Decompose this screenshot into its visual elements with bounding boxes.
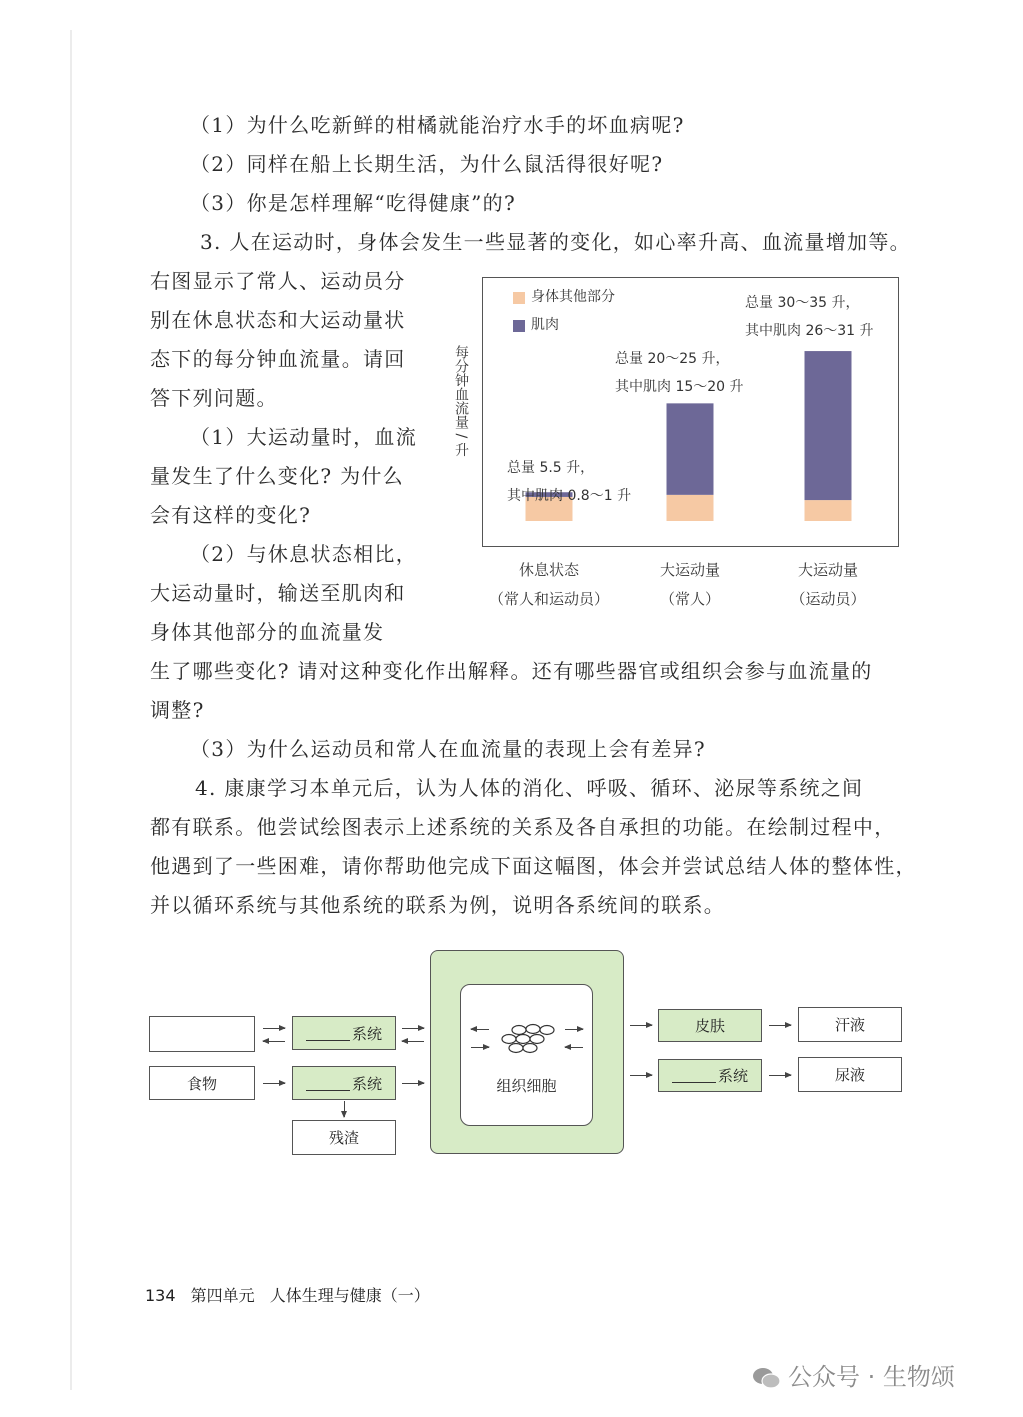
- legend-label-muscle: 肌肉: [531, 317, 559, 333]
- legend-swatch-other: [513, 292, 525, 304]
- system-label: 系统: [351, 1074, 382, 1093]
- respiratory-system-box: [292, 1016, 396, 1050]
- circulatory-system-box: [430, 950, 624, 1154]
- arrow-right: [402, 1083, 424, 1084]
- q3-text-line: 态下的每分钟血流量。请回: [150, 347, 406, 371]
- arrow-right: [471, 1047, 489, 1048]
- cell-cluster-icon: [497, 1023, 559, 1055]
- x-label-normal: 大运动量: [659, 561, 720, 579]
- arrow-down: [344, 1101, 345, 1117]
- page-number: 134: [145, 1286, 176, 1305]
- q2-sub2: （2）同样在船上长期生活，为什么鼠活得很好呢?: [190, 152, 664, 176]
- skin-box: [658, 1009, 762, 1042]
- arrow-right: [263, 1083, 285, 1084]
- annotation-athlete-total: 总量 30～35 升，: [745, 295, 860, 311]
- q4-line: 都有联系。他尝试绘图表示上述系统的关系及各自承担的功能。在绘制过程中，: [150, 815, 896, 839]
- legend-swatch-muscle: [513, 320, 525, 332]
- legend-label-other: 身体其他部分: [531, 289, 615, 305]
- food-label: 食物: [186, 1074, 217, 1093]
- x-label-rest: 休息状态: [518, 561, 579, 579]
- x-label-normal-sub: （常人）: [659, 590, 720, 608]
- arrow-right: [630, 1075, 652, 1076]
- q4-line: 并以循环系统与其他系统的联系为例，说明各系统间的联系。: [150, 893, 726, 917]
- sweat-box: [798, 1007, 902, 1042]
- arrow-right: [565, 1029, 583, 1030]
- q3-sub2-line: 大运动量时，输送至肌肉和: [150, 581, 406, 605]
- food-box: [149, 1066, 255, 1100]
- fill-blank[interactable]: [306, 1076, 350, 1091]
- q3-sub1-line: 会有这样的变化?: [150, 503, 312, 527]
- q3-intro: 3. 人在运动时，身体会发生一些显著的变化，如心率升高、血流量增加等。: [200, 230, 911, 254]
- wechat-icon: [752, 1365, 782, 1391]
- residue-label: 残渣: [328, 1129, 359, 1147]
- q4-line: 4. 康康学习本单元后，认为人体的消化、呼吸、循环、泌尿等系统之间: [195, 776, 864, 800]
- arrow-right: [630, 1025, 652, 1026]
- urine-box: [798, 1057, 902, 1092]
- arrow-left: [402, 1041, 424, 1042]
- residue-box: [292, 1120, 396, 1155]
- arrow-right: [402, 1028, 424, 1029]
- urine-label: 尿液: [834, 1066, 865, 1084]
- arrow-left: [263, 1041, 285, 1042]
- tissue-cells-box: [460, 984, 593, 1126]
- q3-sub2-line: 身体其他部分的血流量发: [150, 620, 385, 644]
- q3-text-line: 别在休息状态和大运动量状: [150, 308, 406, 332]
- q2-sub3: （3）你是怎样理解“吃得健康”的?: [190, 191, 516, 215]
- q3-sub1-line: （1）大运动量时，血流: [190, 425, 418, 449]
- q3-sub2-line: （2）与休息状态相比，: [190, 542, 418, 566]
- digestive-system-box: [292, 1066, 396, 1100]
- q3-sub2-cont: 生了哪些变化? 请对这种变化作出解释。还有哪些器官或组织会参与血流量的: [150, 659, 873, 683]
- annotation-normal-total: 总量 20～25 升，: [615, 351, 730, 367]
- q3-sub2-cont: 调整?: [150, 698, 205, 722]
- page-footer: [145, 1283, 430, 1306]
- q3-sub3: （3）为什么运动员和常人在血流量的表现上会有差异?: [190, 737, 706, 761]
- q3-sub1-line: 量发生了什么变化? 为什么: [150, 464, 404, 488]
- blank-input-box[interactable]: [149, 1016, 255, 1052]
- page-edge: [70, 30, 72, 1390]
- bar-muscle-3: [805, 351, 852, 500]
- watermark-text: 公众号 · 生物颂: [788, 1363, 955, 1391]
- x-label-athlete-sub: （运动员）: [790, 590, 866, 608]
- bar-other-parts-3: [805, 500, 852, 521]
- arrow-left: [471, 1029, 489, 1030]
- q4-line: 他遇到了一些困难，请你帮助他完成下面这幅图，体会并尝试总结人体的整体性，: [150, 854, 917, 878]
- arrow-right: [769, 1075, 791, 1076]
- system-label: 系统: [717, 1067, 748, 1085]
- watermark: [752, 1357, 955, 1392]
- annotation-athlete-muscle: 其中肌肉 26～31 升: [745, 323, 874, 339]
- urinary-system-box: [658, 1059, 762, 1092]
- bar-other-parts-2: [667, 495, 714, 521]
- chart-y-axis-label: 每分钟血流量 / 升: [453, 345, 469, 457]
- unit-title: 人体生理与健康（一）: [269, 1286, 430, 1305]
- fill-blank[interactable]: [672, 1068, 716, 1083]
- q3-text-line: 答下列问题。: [150, 386, 278, 410]
- arrow-right: [263, 1028, 285, 1029]
- blood-flow-chart: [482, 277, 899, 547]
- q3-text-line: 右图显示了常人、运动员分: [150, 269, 406, 293]
- fill-blank[interactable]: [306, 1026, 350, 1041]
- bar-muscle-2: [667, 403, 714, 495]
- sweat-label: 汗液: [834, 1016, 865, 1034]
- system-label: 系统: [351, 1024, 382, 1043]
- q2-sub1: （1）为什么吃新鲜的柑橘就能治疗水手的坏血病呢?: [190, 113, 685, 137]
- x-label-rest-sub: （常人和运动员）: [488, 590, 609, 608]
- annotation-normal-muscle: 其中肌肉 15～20 升: [615, 379, 744, 395]
- annotation-rest-total: 总量 5.5 升，: [507, 460, 595, 476]
- annotation-rest-muscle: 其中肌肉 0.8～1 升: [507, 488, 632, 504]
- skin-label: 皮肤: [694, 1017, 725, 1035]
- arrow-right: [769, 1025, 791, 1026]
- unit-name: 第四单元: [190, 1286, 255, 1305]
- tissue-cells-label: 组织细胞: [496, 1077, 557, 1095]
- arrow-left: [565, 1047, 583, 1048]
- x-label-athlete: 大运动量: [797, 561, 858, 579]
